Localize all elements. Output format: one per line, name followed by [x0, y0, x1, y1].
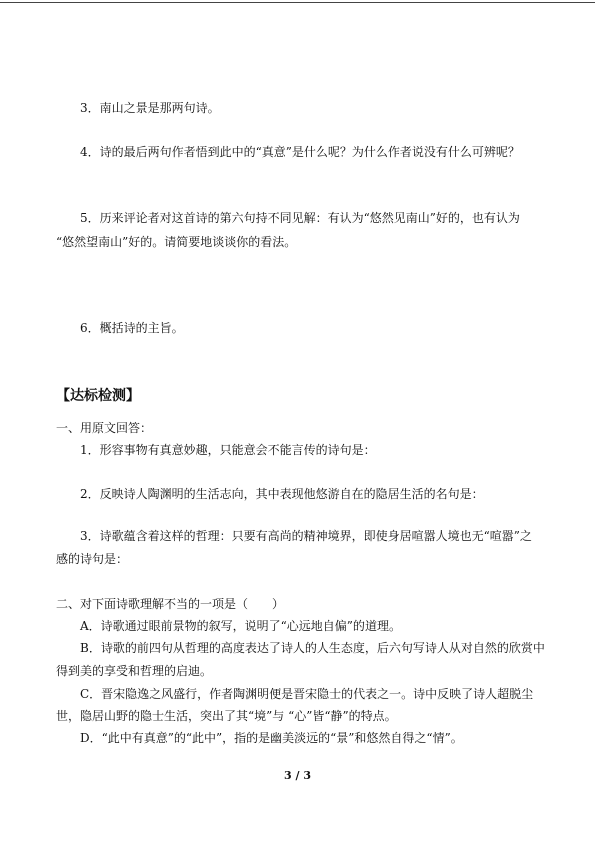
top-rule — [0, 2, 595, 3]
option-b-line-2: 得到美的享受和哲理的启迪。 — [56, 664, 213, 678]
part1-item-2: 2．反映诗人陶渊明的生活志向，其中表现他悠游自在的隐居生活的名句是： — [80, 487, 484, 501]
part1-title: 一、用原文回答： — [56, 421, 153, 435]
question-4: 4．诗的最后两句作者悟到此中的“真意”是什么呢？为什么作者说没有什么可辨呢？ — [80, 145, 520, 159]
option-c-line-1: C．晋宋隐逸之风盛行，作者陶渊明便是晋宋隐士的代表之一。诗中反映了诗人超脱尘 — [80, 687, 534, 701]
question-6: 6．概括诗的主旨。 — [80, 321, 184, 335]
part1-item-3-line-2: 感的诗句是： — [56, 552, 129, 566]
section-heading: 【达标检测】 — [56, 388, 140, 404]
option-b-line-1: B．诗歌的前四句从哲理的高度表达了诗人的人生态度，后六句写诗人从对自然的欣赏中 — [80, 641, 545, 655]
option-c-line-2: 世，隐居山野的隐士生活，突出了其“境”与 “心”皆“静”的特点。 — [56, 709, 397, 723]
question-5-line-2: “悠然望南山”好的。请简要地谈谈你的看法。 — [56, 235, 297, 249]
question-5-line-1: 5．历来评论者对这首诗的第六句持不同见解：有认为“悠然见南山”好的，也有认为 — [80, 211, 520, 225]
part2-title: 二、对下面诗歌理解不当的一项是（ ） — [56, 597, 285, 611]
question-3: 3．南山之景是那两句诗。 — [80, 101, 220, 115]
part1-item-3-line-1: 3．诗歌蕴含着这样的哲理：只要有高尚的精神境界，即使身居喧嚣人境也无“喧嚣”之 — [80, 529, 532, 543]
option-a: A．诗歌通过眼前景物的叙写，说明了“心远地自偏”的道理。 — [80, 619, 401, 633]
page-number: 3 / 3 — [284, 769, 311, 782]
part1-item-1: 1．形容事物有真意妙趣，只能意会不能言传的诗句是： — [80, 443, 376, 457]
option-d: D．“此中有真意”的“此中”，指的是幽美淡远的“景”和悠然自得之“情”。 — [80, 731, 463, 745]
